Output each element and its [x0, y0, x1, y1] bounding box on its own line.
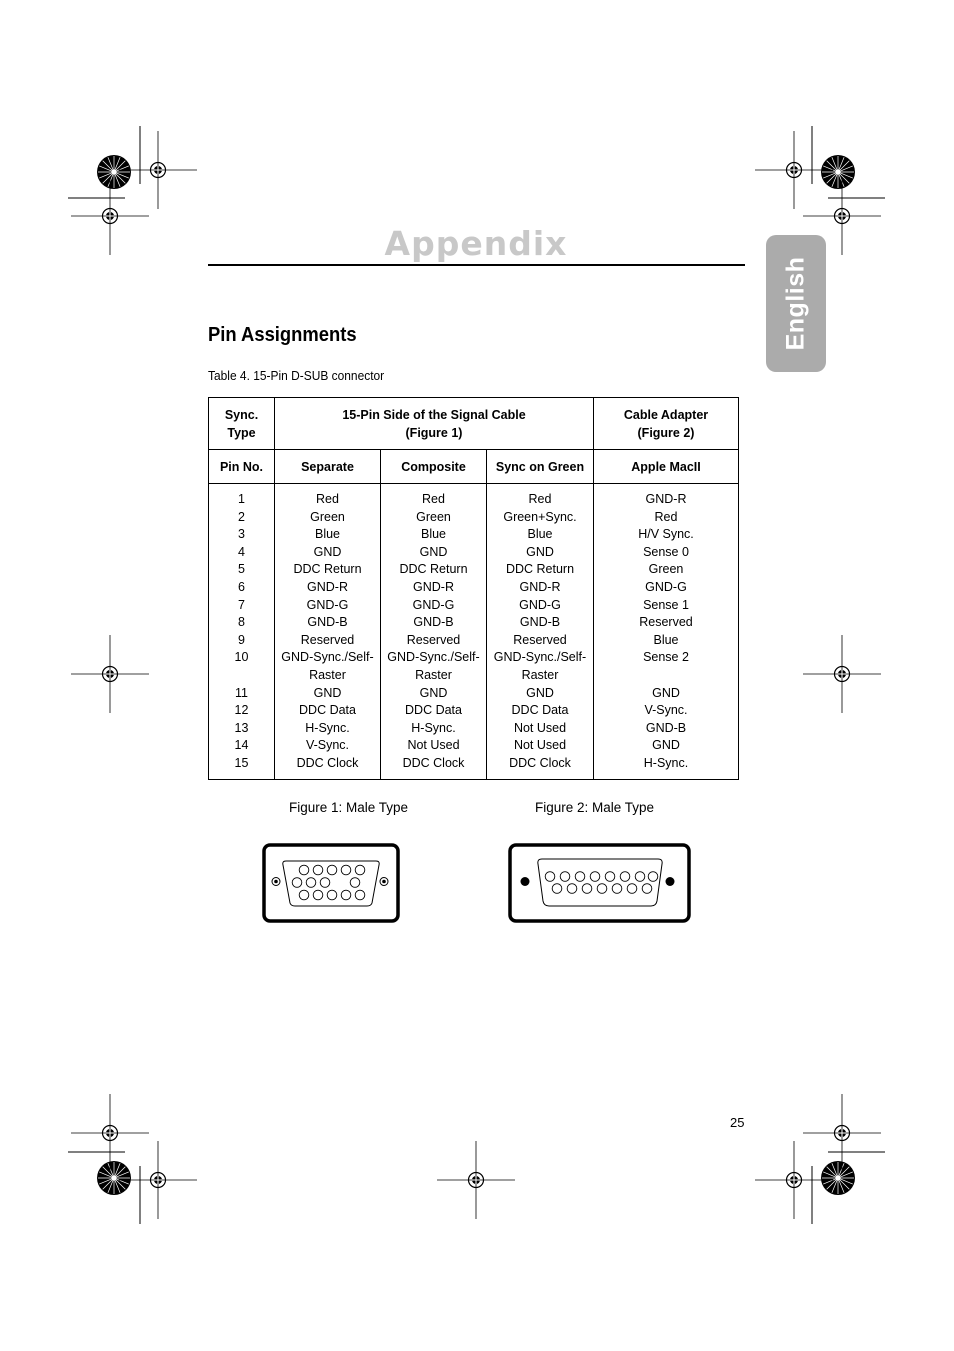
table-cell: Sense 2 — [643, 650, 689, 665]
table-cell: GND-G — [412, 597, 455, 612]
table-cell: Sense 1 — [643, 597, 689, 612]
table-cell: 11 — [235, 685, 248, 700]
table-cell: GND-R — [645, 492, 687, 506]
table-cell: H-Sync. — [643, 755, 689, 770]
table-cell: DDC Clock — [509, 755, 571, 770]
language-tab-label: English — [781, 256, 810, 351]
table-cell: GND-B — [645, 720, 687, 735]
table-cell: H-Sync. — [411, 720, 456, 735]
table-cell: GND-G — [645, 579, 687, 594]
table-cell: GND-R — [307, 579, 348, 594]
table-cell: 8 — [238, 615, 245, 630]
table-cell: GND-B — [519, 615, 561, 630]
table-cell: Reserved — [639, 615, 693, 630]
header-apple-macii: Apple MacII — [594, 450, 739, 484]
table-cell: H/V Sync. — [638, 527, 694, 542]
table-cell: DDC Data — [405, 703, 462, 718]
table-cell: DDC Data — [299, 703, 356, 718]
table-cell: GND — [419, 544, 448, 559]
table-cell: GND-Sync./Self- — [387, 650, 480, 665]
table-cell: GND — [419, 685, 448, 700]
table-cell: GND-R — [413, 579, 454, 594]
table-cell: GND — [313, 544, 342, 559]
table-cell: Green — [416, 509, 451, 524]
table-cell: Raster — [309, 667, 346, 682]
figure1-caption: Figure 1: Male Type — [289, 800, 409, 815]
page-title: Appendix — [384, 224, 568, 263]
header-composite: Composite — [381, 450, 487, 484]
table-cell: Blue — [653, 632, 679, 647]
table-cell: DDC Return — [293, 562, 362, 577]
table-cell: V-Sync. — [305, 738, 350, 753]
table-cell: Not Used — [407, 738, 460, 753]
table-cell: Red — [422, 492, 445, 506]
table-cell: 1 — [238, 492, 245, 506]
header-line: Cable Adapter — [623, 407, 709, 422]
table-cell: GND-Sync./Self- — [493, 650, 587, 665]
table-cell: Red — [654, 509, 678, 524]
table-cell: Reserved — [300, 632, 355, 647]
table-cell: 2 — [238, 509, 245, 524]
table-cell: GND — [313, 685, 342, 700]
table-cell: Raster — [521, 667, 559, 682]
header-line: (Figure 1) — [405, 425, 463, 440]
table-cell: Blue — [420, 527, 447, 542]
header-line: (Figure 2) — [637, 425, 695, 440]
table-cell: 9 — [238, 632, 245, 647]
page-number: 25 — [730, 1115, 745, 1130]
table-cell: H-Sync. — [305, 720, 350, 735]
table-cell: GND — [526, 544, 554, 559]
table-cell: DDC Return — [505, 562, 575, 577]
table-cell: GND — [652, 738, 680, 753]
table-cell: Not Used — [513, 738, 567, 753]
table-cell: GND-B — [307, 615, 348, 630]
header-pin-no: Pin No. — [209, 450, 275, 484]
header-line: Sync. — [224, 407, 259, 422]
table-cell: 12 — [234, 703, 249, 718]
table-cell: Blue — [314, 527, 341, 542]
table-cell: DDC Clock — [402, 755, 465, 770]
table-cell: GND-G — [519, 597, 561, 612]
table-cell: Green — [310, 509, 345, 524]
table-cell: Sense 0 — [643, 544, 689, 559]
table-cell: GND-B — [413, 615, 454, 630]
table-cell: GND — [652, 685, 680, 700]
table-cell: Raster — [415, 667, 452, 682]
table-cell: 3 — [238, 527, 245, 542]
table-cell: GND-Sync./Self- — [281, 650, 374, 665]
header-separate: Separate — [275, 450, 381, 484]
table-cell: Red — [528, 492, 552, 506]
table-cell: Green — [648, 562, 684, 577]
table-cell: 4 — [238, 544, 245, 559]
table-cell: DDC Clock — [296, 755, 359, 770]
table-cell: GND — [526, 685, 554, 700]
section-heading: Pin Assignments — [208, 324, 357, 346]
table-cell: 13 — [234, 720, 249, 735]
table-cell: 7 — [238, 597, 245, 612]
table-cell: 5 — [238, 562, 245, 577]
table-cell: DDC Return — [399, 562, 468, 577]
table-cell: 14 — [234, 738, 249, 753]
table-cell: Red — [316, 492, 339, 506]
table-cell: 10 — [234, 650, 249, 665]
table-cell: 6 — [238, 579, 245, 594]
table-cell: GND-R — [519, 579, 561, 594]
table-cell: Not Used — [513, 720, 567, 735]
header-sync-on-green: Sync on Green — [487, 450, 594, 484]
table-cell: 15 — [234, 755, 249, 770]
header-line: 15-Pin Side of the Signal Cable — [342, 407, 526, 422]
table-cell: Blue — [527, 527, 553, 542]
table-cell: DDC Data — [511, 703, 569, 718]
figure2-caption: Figure 2: Male Type — [535, 800, 655, 815]
table-cell: V-Sync. — [644, 703, 688, 718]
table-cell: Reserved — [513, 632, 567, 647]
header-line: Type — [227, 425, 256, 440]
table-caption: Table 4. 15-Pin D-SUB connector — [208, 368, 385, 383]
table-cell: Reserved — [406, 632, 461, 647]
table-cell: Green+Sync. — [503, 509, 577, 524]
table-cell: GND-G — [306, 597, 349, 612]
